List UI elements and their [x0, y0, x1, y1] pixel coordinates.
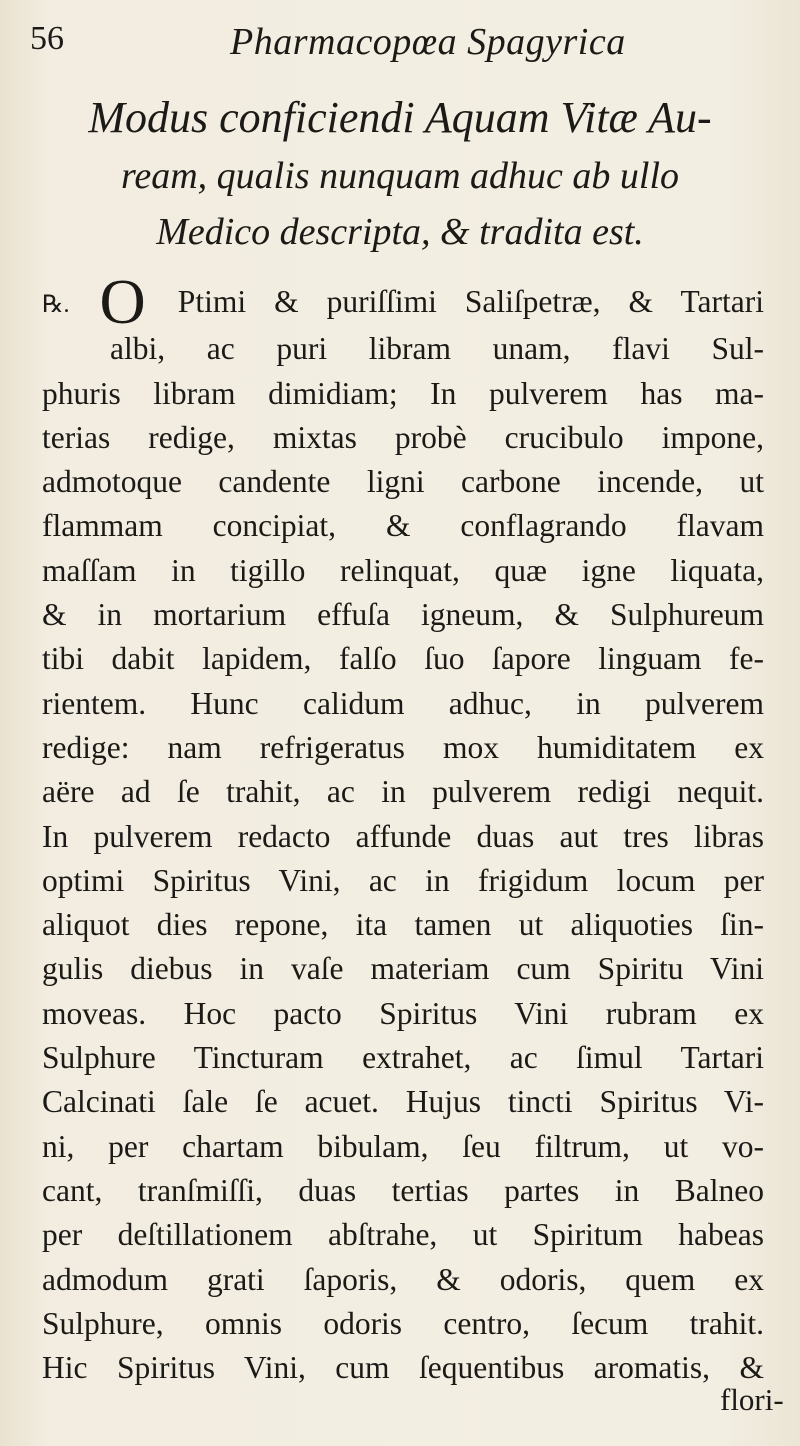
- text-line: admodum grati ſaporis, & odoris, quem ex: [42, 1261, 764, 1297]
- text-line: ni, per chartam bibulam, ſeu filtrum, ut vo-: [42, 1128, 764, 1164]
- text-line: terias redige, mixtas probè crucibulo impone,: [42, 419, 764, 455]
- text-line: phuris libram dimidiam; In pulverem has ma-: [42, 375, 764, 411]
- text-line: flammam concipiat, & conflagrando flavam: [42, 508, 764, 544]
- heading-line-2: ream, qualis nunquam adhuc ab ullo: [120, 155, 679, 197]
- text-line: Hic Spiritus Vini, cum ſequentibus aromatis, &: [42, 1350, 764, 1386]
- text-line: per deſtillationem abſtrahe, ut Spiritum habeas: [42, 1217, 764, 1253]
- text-line: tibi dabit lapidem, falſo ſuo ſapore linguam fe-: [42, 641, 764, 677]
- text-line: optimi Spiritus Vini, ac in frigidum locum per: [42, 862, 764, 898]
- text-line: Sulphure Tincturam extrahet, ac ſimul Tartari: [42, 1040, 764, 1076]
- running-title: Pharmacopœa Spagyrica: [230, 21, 626, 63]
- text-line: redige: nam refrigeratus mox humiditatem ex: [42, 729, 764, 765]
- section-heading: [40, 88, 760, 260]
- text-line: cant, tranſmiſſi, duas tertias partes in Balneo: [42, 1172, 764, 1208]
- text-line: maſſam in tigillo relinquat, quæ igne liquata,: [42, 552, 764, 588]
- text-line: Calcinati ſale ſe acuet. Hujus tincti Spiritus Vi-: [42, 1084, 764, 1120]
- text-line: aliquot dies repone, ita tamen ut aliquoties ſin-: [42, 907, 764, 943]
- text-line: admotoque candente ligni carbone incende, ut: [42, 464, 764, 500]
- text-line: Ptimi & puriſſimi Saliſpetræ, & Tartari: [177, 284, 765, 319]
- page-number: 56: [30, 20, 64, 57]
- heading-line-3: Medico descripta, & tradita est.: [156, 211, 644, 253]
- text-line: Sulphure, omnis odoris centro, ſecum trahit.: [42, 1305, 764, 1341]
- recipe-symbol: ℞.: [42, 292, 70, 318]
- text-line: gulis diebus in vaſe materiam cum Spiritu Vini: [42, 951, 764, 987]
- body-text: [42, 266, 765, 1390]
- drop-cap: O: [99, 266, 146, 337]
- text-line: In pulverem redacto affunde duas aut tres libras: [42, 818, 764, 854]
- text-line: & in mortarium effuſa igneum, & Sulphureum: [42, 597, 764, 633]
- text-line: rientem. Hunc calidum adhuc, in pulverem: [42, 685, 764, 721]
- text-line-first: [42, 266, 765, 337]
- text-line: albi, ac puri libram unam, flavi Sul-: [110, 331, 764, 367]
- catchword: flori-: [720, 1382, 784, 1417]
- running-head: [30, 20, 760, 80]
- heading-line-1: Modus conficiendi Aquam Vitæ Au-: [88, 93, 712, 142]
- text-line: aëre ad ſe trahit, ac in pulverem redigi nequit.: [42, 774, 764, 810]
- text-line: moveas. Hoc pacto Spiritus Vini rubram ex: [42, 995, 764, 1031]
